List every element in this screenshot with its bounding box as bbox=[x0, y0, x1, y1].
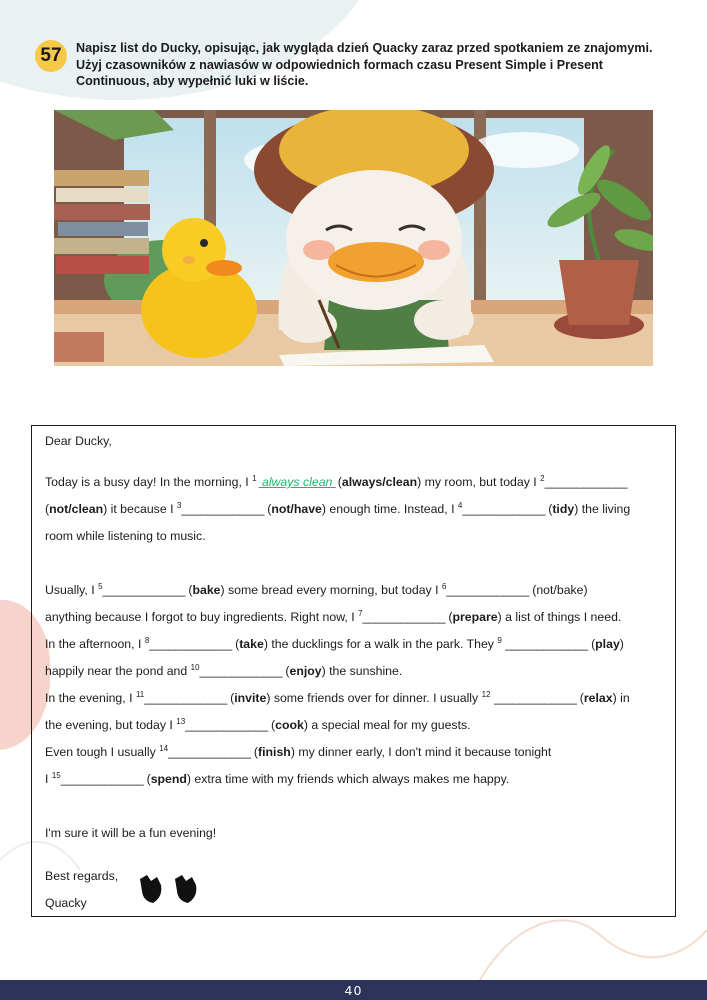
task-number-badge: 57 bbox=[35, 40, 67, 72]
blank-8[interactable]: _____________ bbox=[149, 637, 232, 651]
blank-12[interactable]: _____________ bbox=[493, 691, 577, 705]
letter-line-3: room while listening to music. bbox=[45, 529, 206, 543]
task-instruction: Napisz list do Ducky, opisując, jak wygląda dzień Quacky zaraz przed spotkaniem ze znajomymi. Użyj czasowników z nawiasów w odpowiednich formach czasu Present Simple i Present Continuous, aby wypełnić luki w liście. bbox=[76, 41, 653, 88]
blank-4[interactable]: _____________ bbox=[462, 502, 545, 516]
duck-illustration bbox=[54, 110, 653, 366]
blank-6[interactable]: _____________ bbox=[446, 583, 529, 597]
letter-line-11: I $^{15}$_____________ (spend) extra time with my friends which always makes me happy. bbox=[45, 771, 510, 786]
blank-3[interactable]: _____________ bbox=[181, 502, 264, 516]
blank-14[interactable]: _____________ bbox=[168, 745, 251, 759]
letter-line-8: In the evening, I $^{11}$_____________ (invite) some friends over for dinner. I usually $^{12}$ _____________ (relax) in bbox=[45, 690, 630, 705]
blank-7[interactable]: _____________ bbox=[362, 610, 445, 624]
letter-closing-line: I'm sure it will be a fun evening! bbox=[45, 826, 217, 840]
answer-example: always clean bbox=[258, 475, 336, 489]
letter-line-9: the evening, but today I $^{13}$_____________ (cook) a special meal for my guests. bbox=[45, 717, 471, 732]
letter-line-5: anything because I forgot to buy ingredients. Right now, I $^7$_____________ (prepare) a list of things I need. bbox=[45, 609, 622, 624]
blank-2[interactable]: _____________ bbox=[544, 475, 627, 489]
blank-11[interactable]: _____________ bbox=[144, 691, 227, 705]
duck-footprints-icon bbox=[137, 871, 207, 905]
letter-line-1: Today is a busy day! In the morning, I $^1$ always clean (always/clean) my room, but today I $^2$_____________ bbox=[45, 474, 627, 489]
letter-line-10: Even tough I usually $^{14}$_____________ (finish) my dinner early, I don't mind it because tonight bbox=[45, 744, 552, 759]
letter-sign-off: Best regards, bbox=[45, 869, 119, 883]
letter-line-6: In the afternoon, I $^8$_____________ (take) the ducklings for a walk in the park. They $^9$ _____________ (play) bbox=[45, 636, 624, 651]
blank-15[interactable]: _____________ bbox=[60, 772, 144, 786]
letter-line-7: happily near the pond and $^{10}$_____________ (enjoy) the sunshine. bbox=[45, 663, 403, 678]
letter-box bbox=[31, 425, 676, 917]
blank-9[interactable]: _____________ bbox=[505, 637, 588, 651]
letter-line-2: (not/clean) it because I $^3$_____________ (not/have) enough time. Instead, I $^4$_____________ (tidy) the living bbox=[45, 501, 631, 516]
letter-signature: Quacky bbox=[45, 896, 87, 910]
letter-greeting: Dear Ducky, bbox=[45, 434, 112, 448]
blank-10[interactable]: _____________ bbox=[199, 664, 282, 678]
letter-line-4: Usually, I $^5$_____________ (bake) some bread every morning, but today I $^6$_____________ (not/bake) bbox=[45, 582, 588, 597]
blank-13[interactable]: _____________ bbox=[185, 718, 268, 732]
footer-bar bbox=[0, 980, 707, 1000]
blank-5[interactable]: _____________ bbox=[102, 583, 185, 597]
page-number: 40 bbox=[344, 982, 363, 998]
